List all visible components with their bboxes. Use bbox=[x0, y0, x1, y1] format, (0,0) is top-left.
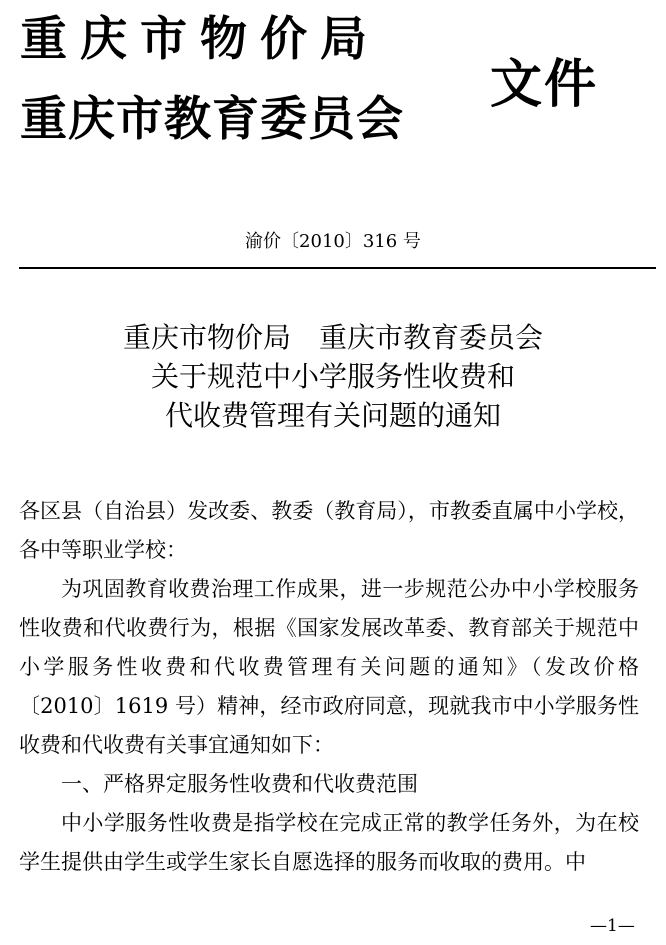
paragraph-1: 为巩固教育收费治理工作成果，进一步规范公办中小学校服务性收费和代收费行为，根据《国家发展改革委、教育部关于规范中小学服务性收费和代收费管理有关问题的通知》（发改价格〔2010〕1619 号）精神，经市政府同意，现就我市中小学服务性收费和代收费有关事宜通知如下： bbox=[19, 577, 639, 757]
section-1-heading: 一、严格界定服务性收费和代收费范围 bbox=[61, 772, 418, 796]
issuer-line-1: 重庆市物价局 bbox=[20, 12, 380, 67]
header-divider bbox=[19, 267, 656, 269]
title-line-3: 代收费管理有关问题的通知 bbox=[164, 399, 501, 432]
document-type: 文件 bbox=[490, 54, 599, 115]
document-number: 渝价〔2010〕316 号 bbox=[245, 231, 421, 252]
page-number: —1— bbox=[590, 916, 635, 936]
title-line-2: 关于规范中小学服务性收费和 bbox=[150, 360, 515, 393]
addressee: 各区县（自治县）发改委、教委（教育局），市教委直属中小学校，各中等职业学校： bbox=[19, 499, 639, 562]
paragraph-2: 中小学服务性收费是指学校在完成正常的教学任务外，为在校学生提供由学生或学生家长自愿选择的服务而收取的费用。中 bbox=[19, 811, 639, 874]
issuer-line-2: 重庆市教育委员会 bbox=[20, 92, 404, 147]
title-line-1: 重庆市物价局 重庆市教育委员会 bbox=[122, 321, 543, 354]
document-body bbox=[19, 492, 639, 882]
document-title bbox=[0, 318, 666, 435]
